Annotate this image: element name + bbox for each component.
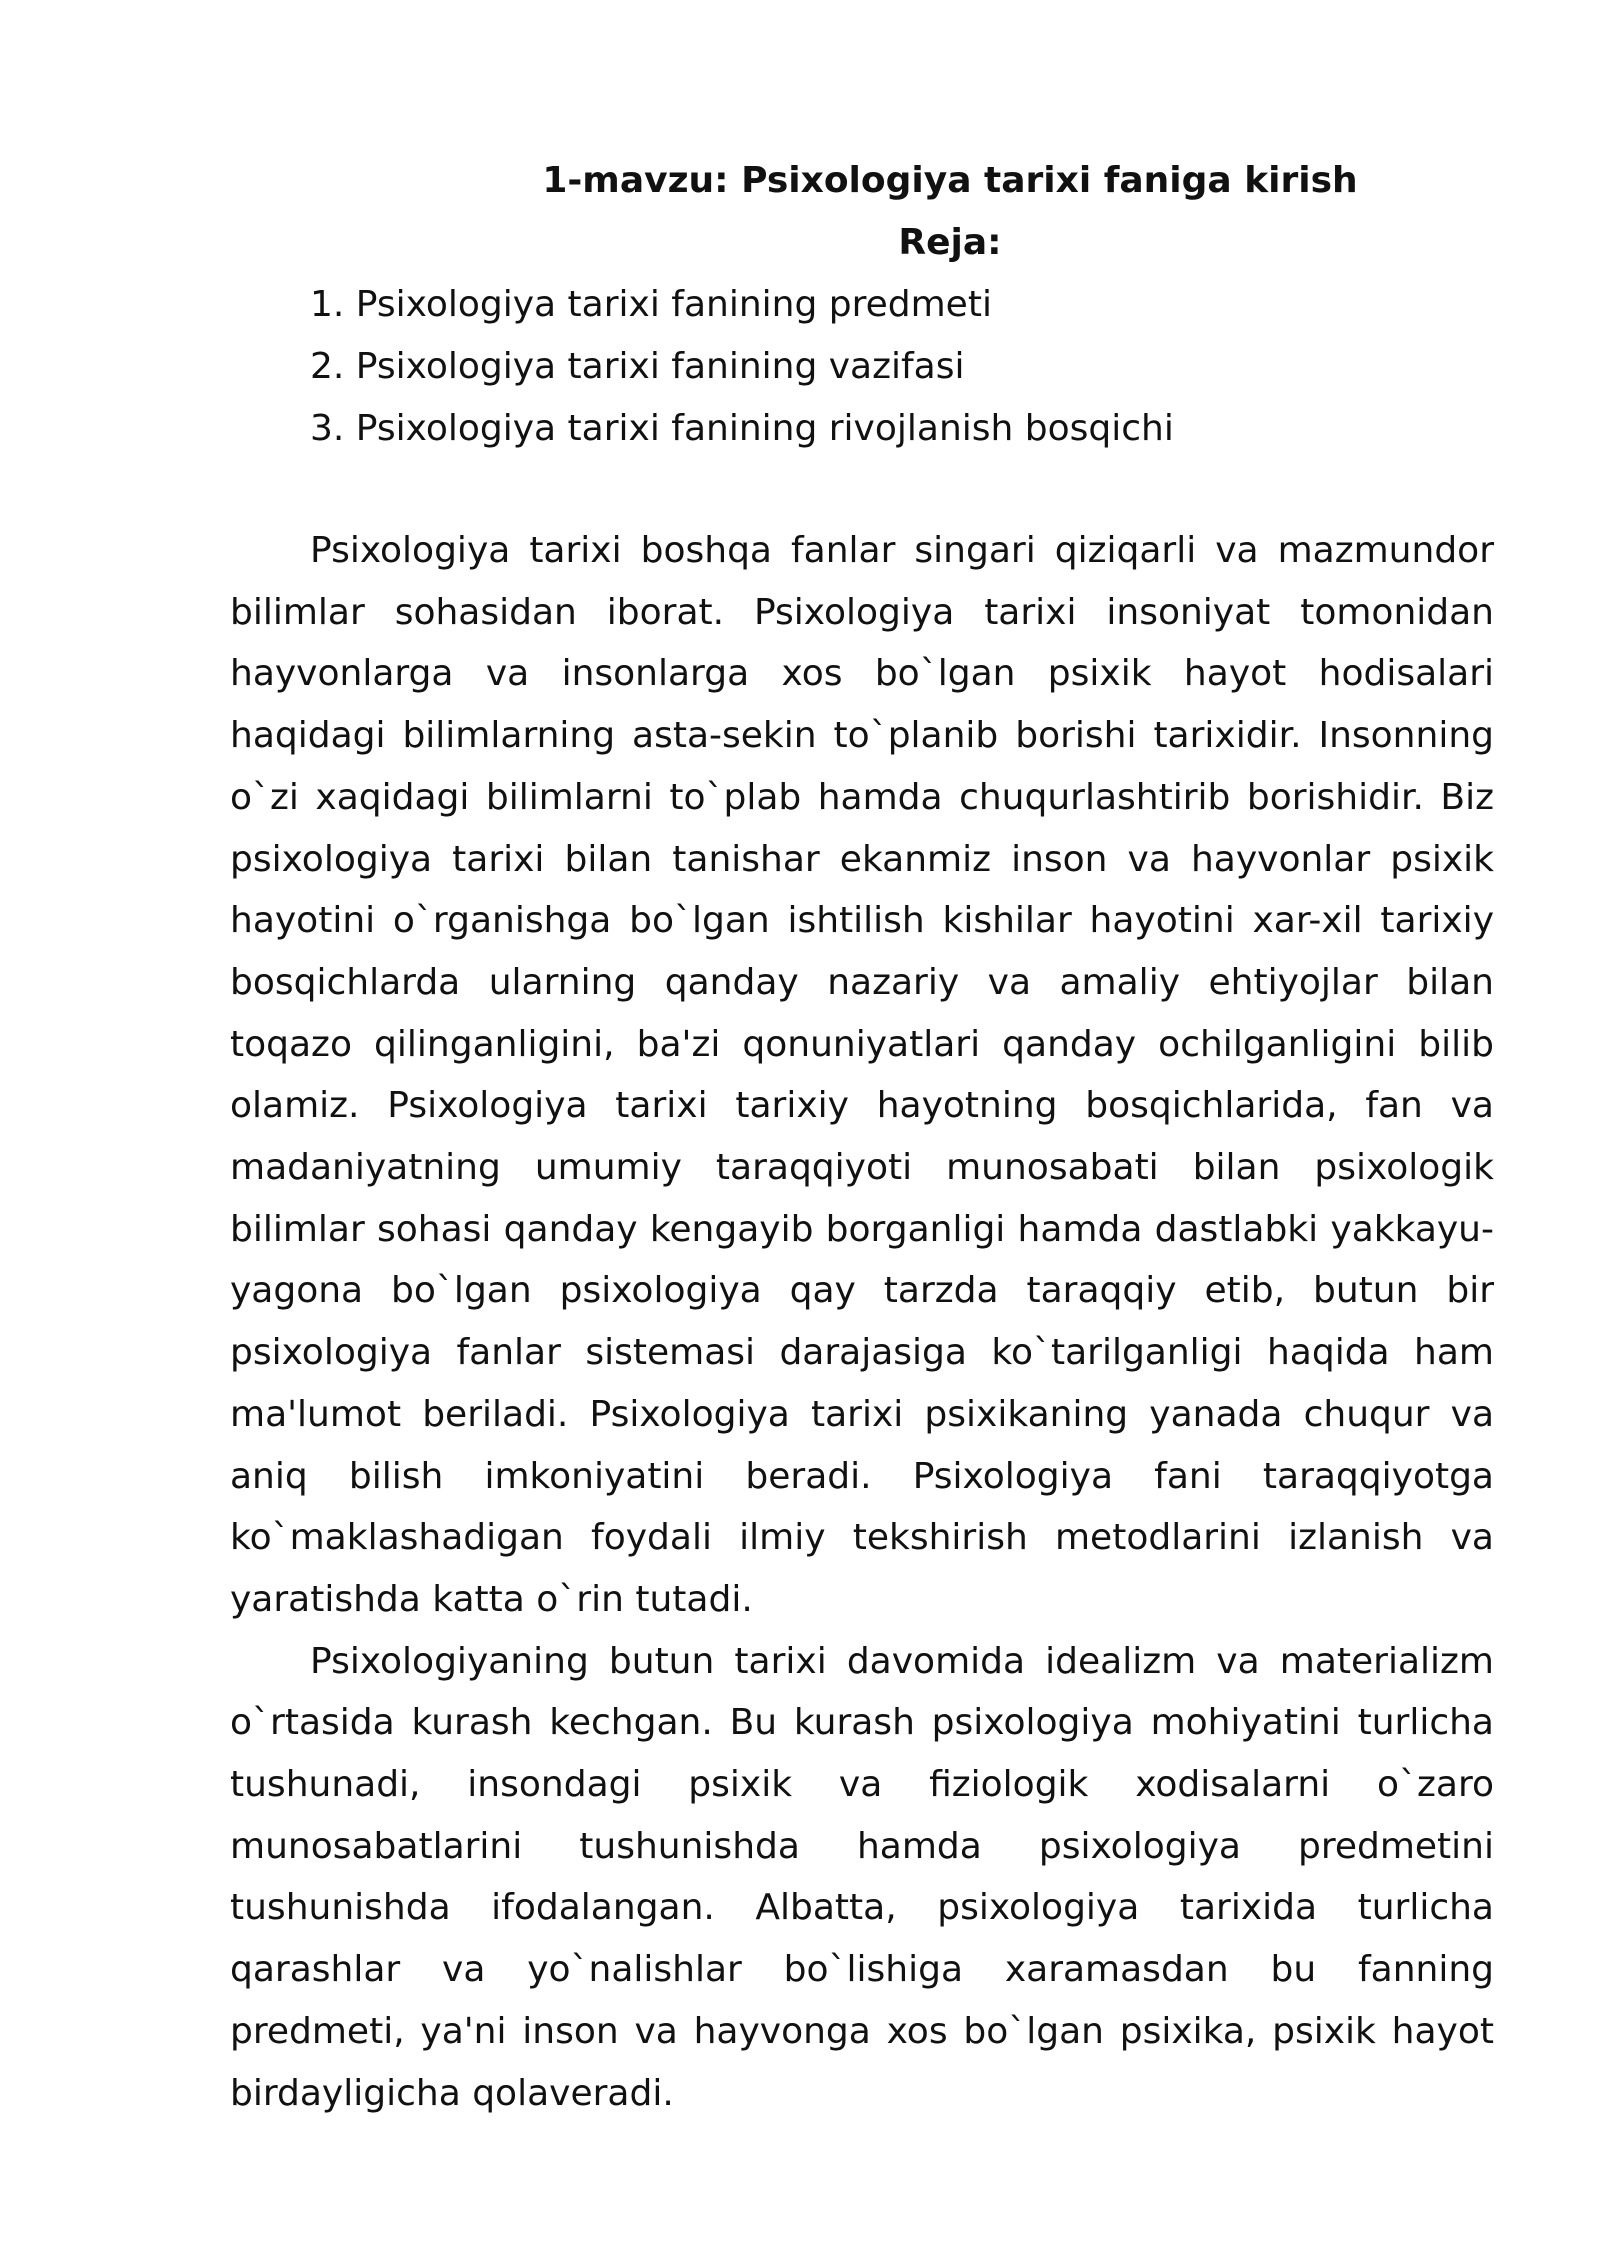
plan-item: 1. Psixologiya tarixi fanining predmeti [310, 284, 992, 325]
plan-list [310, 274, 1174, 460]
plan-heading: Reja: [898, 222, 1002, 263]
plan-item: 2. Psixologiya tarixi fanining vazifasi [310, 346, 965, 387]
document-title: 1-mavzu: Psixologiya tarixi faniga kirish [542, 160, 1358, 201]
body-paragraph: Psixologiya tarixi boshqa fanlar singari qiziqarli va mazmundor bilimlar sohasidan iborat. Psixologiya tarixi insoniyat tomonidan hayvonlarga va insonlarga xos bo`lgan psixik hayot hodisalari haqidagi bilimlarning asta-sekin to`planib borishi tarixidir. Insonning o`zi xaqidagi bilimlarni to`plab hamda chuqurlashtirib borishidir. Biz psixologiya tarixi bilan tanishar ekanmiz inson va hayvonlar psixik hayotini o`rganishga bo`lgan ishtilish kishilar hayotini xar-xil tarixiy bosqichlarda ularning qanday nazariy va amaliy ehtiyojlar bilan toqazo qilinganligini, ba'zi qonuniyatlari qanday ochilganligini bilib olamiz. Psixologiya tarixi tarixiy hayotning bosqichlarida, fan va madaniyatning umumiy taraqqiyoti munosabati bilan psixologik bilimlar sohasi qanday kengayib borganligi hamda dastlabki yakkayu-yagona bo`lgan psixologiya qay tarzda taraqqiy etib, butun bir psixologiya fanlar sistemasi darajasiga ko`tarilganligi haqida ham ma'lumot beriladi. Psixologiya tarixi psixikaning yanada chuqur va aniq bilish imkoniyatini beradi. Psixologiya fani taraqqiyotga ko`maklashadigan foydali ilmiy tekshirish metodlarini izlanish va yaratishda katta o`rin tutadi. [230, 530, 1494, 1620]
plan-item: 3. Psixologiya tarixi fanining rivojlanish bosqichi [310, 408, 1174, 449]
body-text [230, 520, 1494, 2124]
body-paragraph: Psixologiyaning butun tarixi davomida idealizm va materializm o`rtasida kurash kechgan. Bu kurash psixologiya mohiyatini turlicha tushunadi, insondagi psixik va fiziologik xodisalarni o`zaro munosabatlarini tushunishda hamda psixologiya predmetini tushunishda ifodalangan. Albatta, psixologiya tarixida turlicha qarashlar va yo`nalishlar bo`lishiga xaramasdan bu fanning predmeti, ya'ni inson va hayvonga xos bo`lgan psixika, psixik hayot birdayligicha qolaveradi. [230, 1640, 1494, 2114]
